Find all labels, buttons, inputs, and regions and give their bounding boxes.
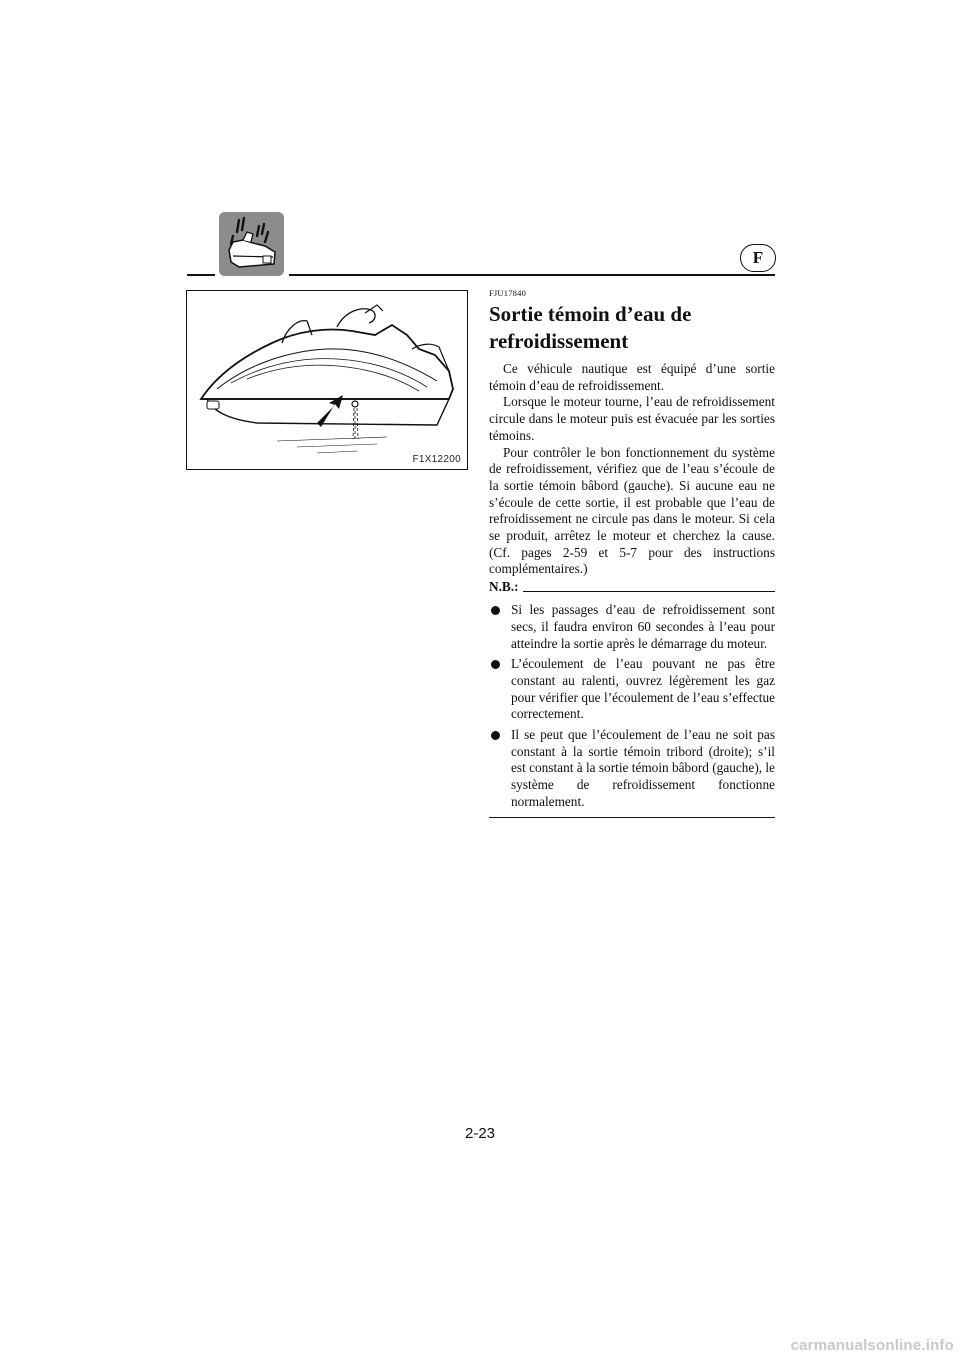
- note-list: [489, 602, 775, 810]
- note-item: [489, 602, 775, 652]
- note-end-rule: [489, 817, 775, 818]
- note-item: [489, 727, 775, 811]
- note-text: Il se peut que l’écoulement de l’eau ne soit pas constant à la sortie témoin tribord (droite); s’il est constant à la sortie témoin bâbord (gauche), le système de refroidissement fonctionne normalement.: [511, 727, 775, 809]
- bullet-icon: [491, 660, 500, 669]
- header-rule: [187, 274, 215, 276]
- section-title: Sortie témoin d’eau de refroidissement: [489, 302, 692, 353]
- watercraft-illustration: [186, 290, 468, 470]
- bullet-icon: [491, 606, 500, 615]
- note-label: N.B.:: [489, 579, 519, 595]
- personal-watercraft-icon: [219, 212, 284, 276]
- language-badge: F: [740, 244, 776, 272]
- reference-code: FJU17840: [489, 288, 527, 298]
- note-text: Si les passages d’eau de refroidissement sont secs, il faudra environ 60 secondes à l’eau pour atteindre la sortie après le démarrage du moteur.: [511, 602, 775, 651]
- bullet-icon: [491, 731, 500, 740]
- figure-code: F1X12200: [412, 454, 461, 465]
- watermark: carmanualsonline.info: [790, 1337, 954, 1354]
- note-text: L’écoulement de l’eau pouvant ne pas être constant au ralenti, ouvrez légèrement les gaz pour vérifier que l’écoulement de l’eau s’effectue correctement.: [511, 656, 775, 722]
- body-paragraph: Ce véhicule nautique est équipé d’une sortie témoin d’eau de refroidissement.: [489, 361, 775, 393]
- note-rule: [523, 591, 775, 592]
- page-number: 2-23: [464, 1125, 496, 1142]
- section-content: [489, 288, 775, 818]
- note-item: [489, 656, 775, 723]
- note-header: [489, 579, 775, 596]
- body-paragraph: Pour contrôler le bon fonctionnement du système de refroidissement, vérifiez que de l’eau s’écoule de la sortie témoin bâbord (gauche). Si aucune eau ne s’écoule de cette sortie, il est probable que l’eau de refroidissement ne circule pas dans le moteur. Si cela se produit, arrêtez le moteur et cherchez la cause. (Cf. pages 2-59 et 5-7 pour des instructions complémentaires.): [489, 444, 775, 577]
- header-rule: [289, 274, 775, 276]
- body-paragraph: Lorsque le moteur tourne, l’eau de refroidissement circule dans le moteur puis est évacuée par les sorties témoins.: [489, 394, 775, 443]
